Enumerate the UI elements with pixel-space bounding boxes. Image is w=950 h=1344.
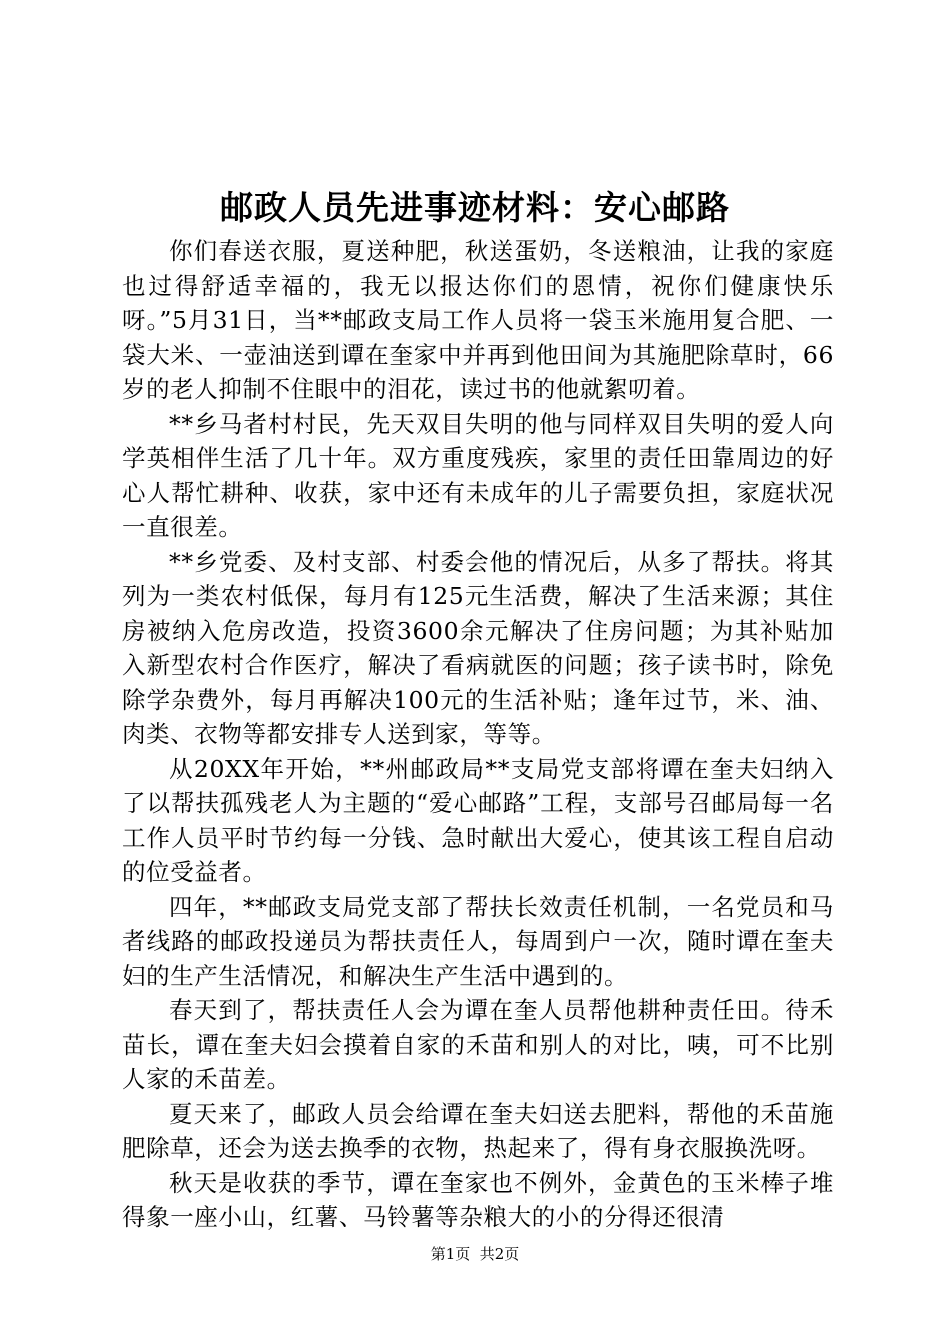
document-body [122, 234, 834, 1235]
paragraph: 夏天来了，邮政人员会给谭在奎夫妇送去肥料，帮他的禾苗施肥除草，还会为送去换季的衣物，热起来了，得有身衣服换洗呀。 [122, 1099, 834, 1162]
page-number: 第1页 共2页 [430, 1245, 520, 1263]
paragraph: 从20XX年开始，**州邮政局**支局党支部将谭在奎夫妇纳入了以帮扶孤残老人为主题的“爱心邮路”工程，支部号召邮局每一名工作人员平时节约每一分钱、急时献出大爱心，使其该工程自启动的位受益者。 [122, 754, 834, 886]
paragraph: 四年，**邮政支局党支部了帮扶长效责任机制，一名党员和马者线路的邮政投递员为帮扶责任人，每周到户一次，随时谭在奎夫妇的生产生活情况，和解决生产生活中遇到的。 [122, 892, 834, 990]
paragraph: 秋天是收获的季节，谭在奎家也不例外，金黄色的玉米棒子堆得象一座小山，红薯、马铃薯等杂粮大的小的分得还很清 [122, 1168, 834, 1231]
paragraph: **乡马者村村民，先天双目失明的他与同样双目失明的爱人向学英相伴生活了几十年。双方重度残疾，家里的责任田靠周边的好心人帮忙耕种、收获，家中还有未成年的儿子需要负担，家庭状况一直很差。 [122, 409, 834, 541]
paragraph: 你们春送衣服，夏送种肥，秋送蛋奶，冬送粮油，让我的家庭也过得舒适幸福的，我无以报达你们的恩情，祝你们健康快乐呀。”5月31日，当**邮政支局工作人员将一袋玉米施用复合肥、一袋大米、一壶油送到谭在奎家中并再到他田间为其施肥除草时，66岁的老人抑制不住眼中的泪花，读过书的他就絮叨着。 [122, 237, 834, 403]
paragraph: 春天到了，帮扶责任人会为谭在奎人员帮他耕种责任田。待禾苗长，谭在奎夫妇会摸着自家的禾苗和别人的对比，咦，可不比别人家的禾苗差。 [122, 996, 834, 1093]
document-title: 邮政人员先进事迹材料：安心邮路 [220, 188, 730, 227]
page-footer [0, 1244, 950, 1264]
paragraph: **乡党委、及村支部、村委会他的情况后，从多了帮扶。将其列为一类农村低保，每月有125元生活费，解决了生活来源；其住房被纳入危房改造，投资3600余元解决了住房问题；为其补贴加入新型农村合作医疗，解决了看病就医的问题；孩子读书时，除免除学杂费外，每月再解决100元的生活补贴；逢年过节，米、油、肉类、衣物等都安排专人送到家，等等。 [122, 547, 834, 748]
